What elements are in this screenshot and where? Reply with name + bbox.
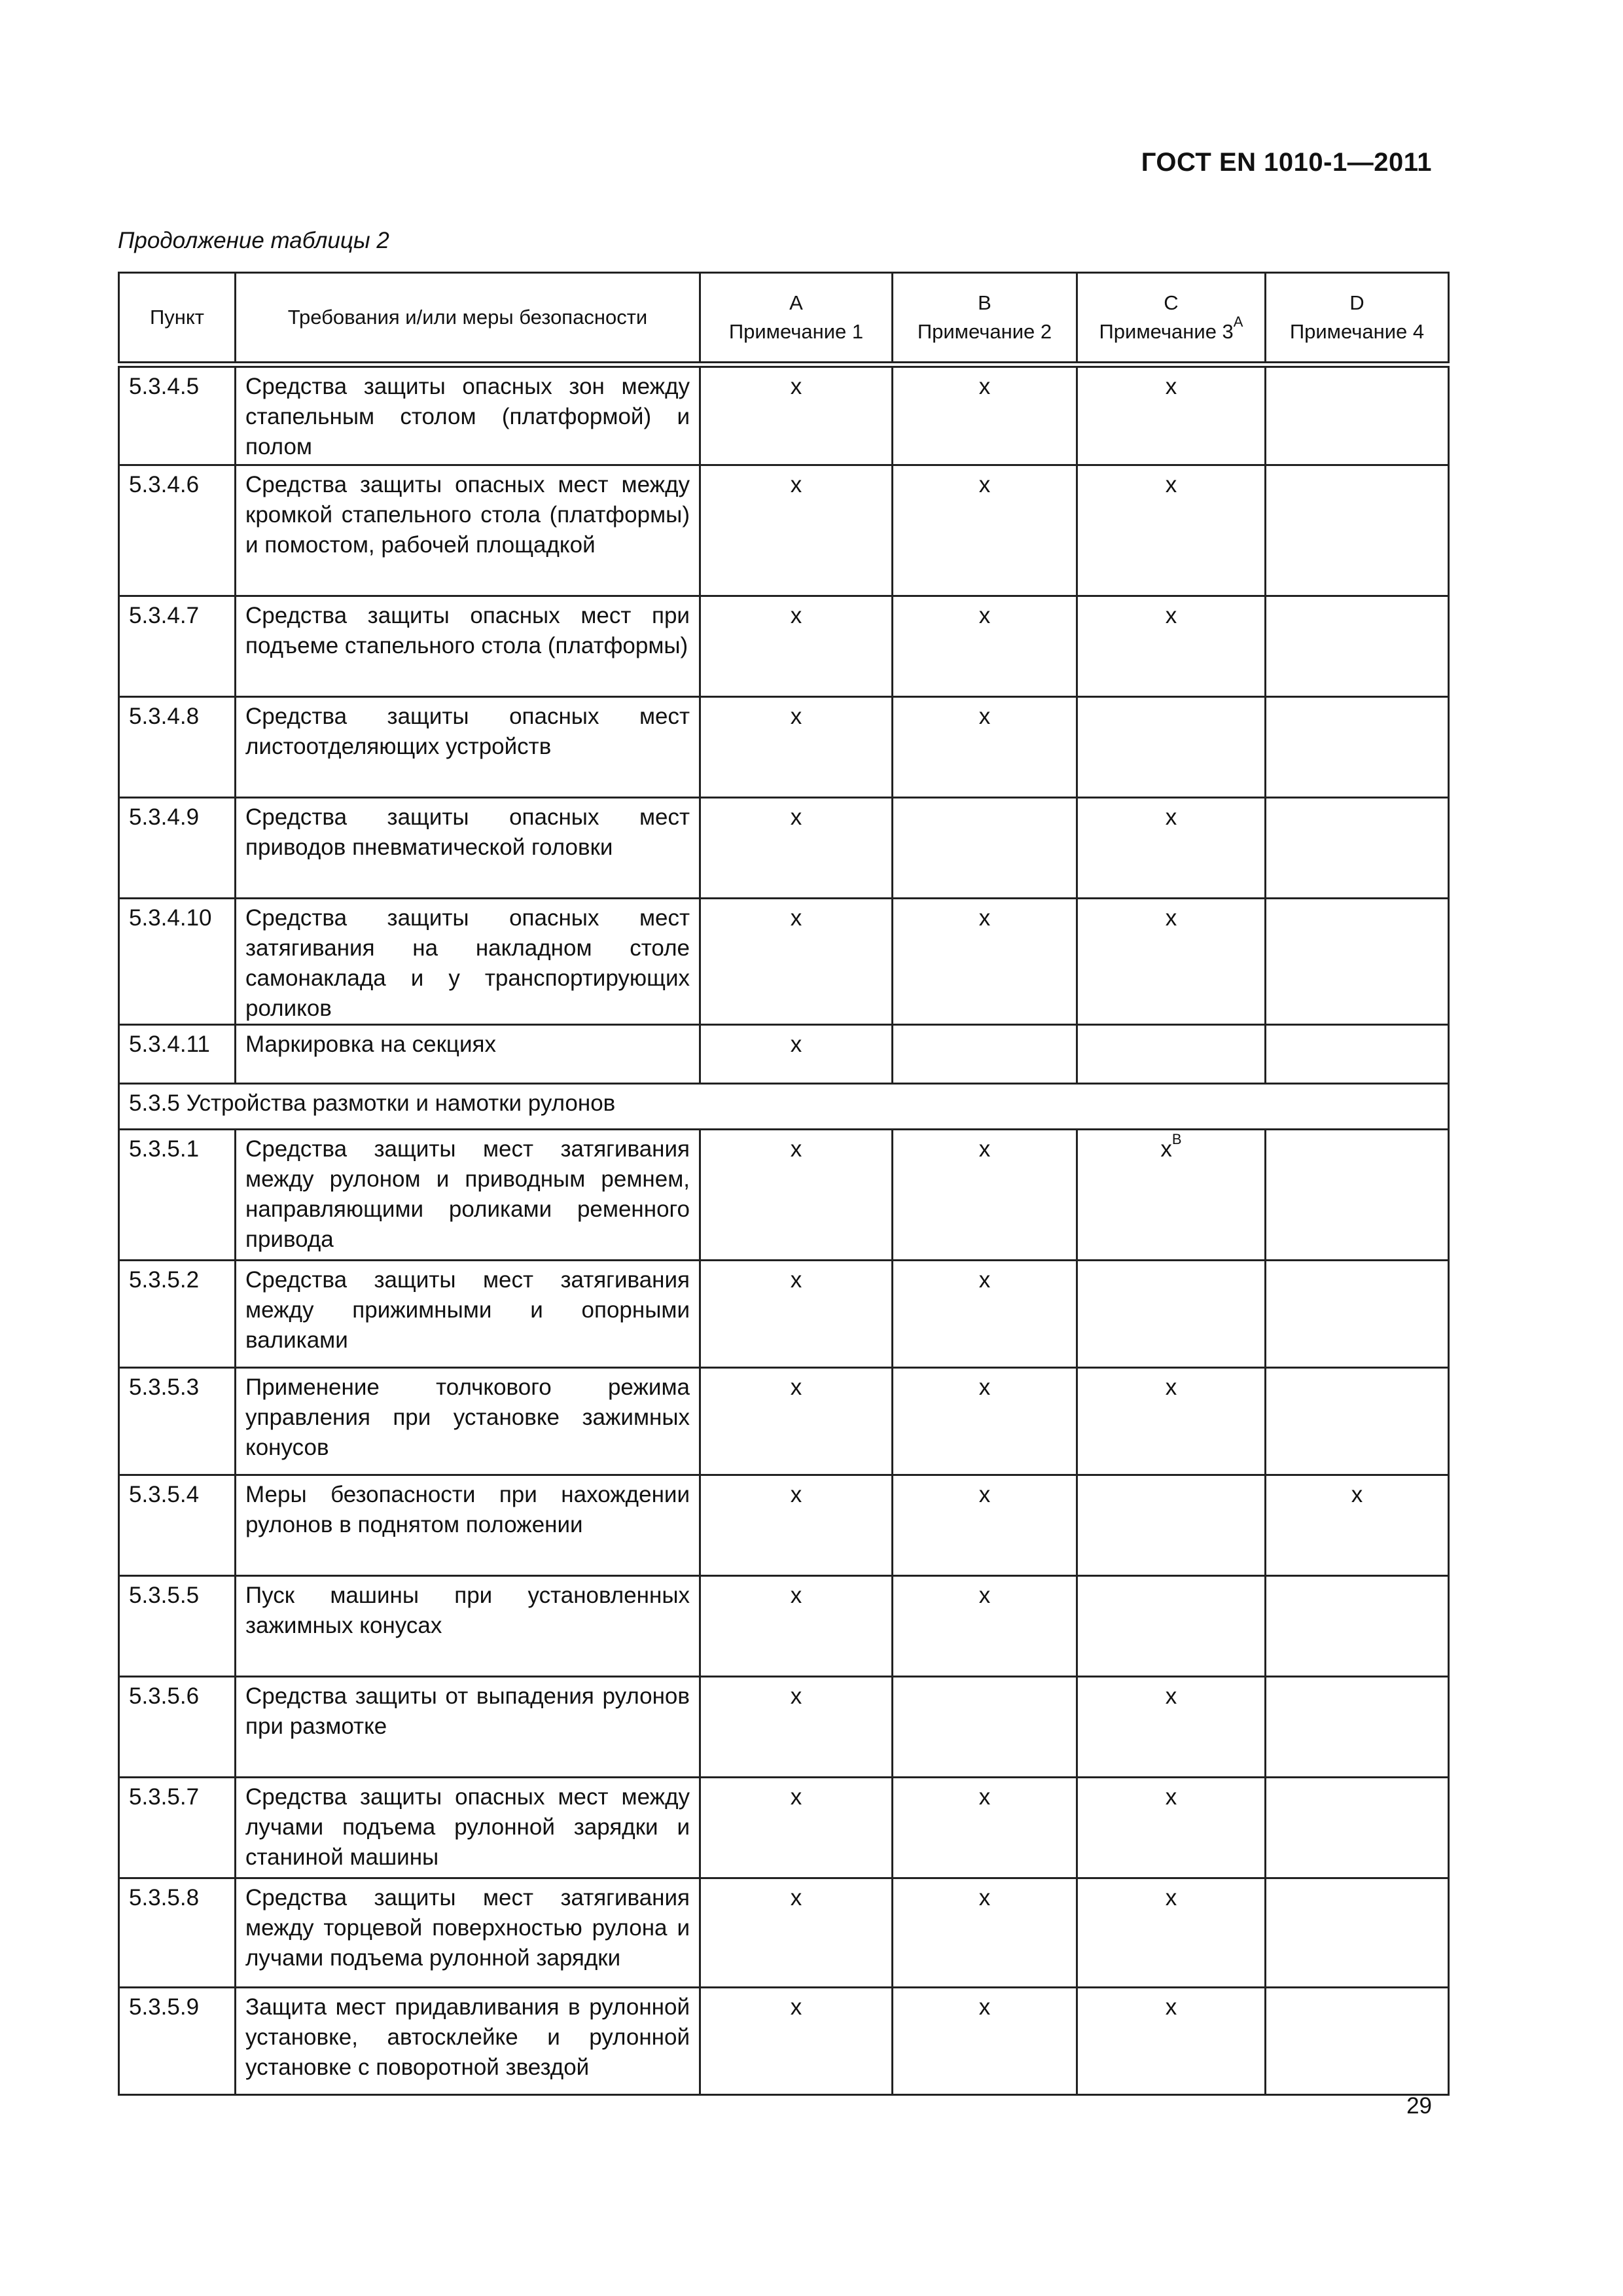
item-number: 5.3.5.8 bbox=[119, 1878, 236, 1988]
item-number: 5.3.4.8 bbox=[119, 697, 236, 798]
table-row bbox=[119, 1025, 1449, 1084]
item-number: 5.3.4.10 bbox=[119, 899, 236, 1025]
note-d-mark bbox=[1266, 1261, 1449, 1368]
item-number: 5.3.4.7 bbox=[119, 596, 236, 697]
note-d-mark bbox=[1266, 798, 1449, 899]
note-b-mark: x bbox=[893, 365, 1077, 465]
item-number: 5.3.5.9 bbox=[119, 1988, 236, 2095]
requirement-text: Пуск машины при установленных зажимных конусах bbox=[236, 1576, 700, 1677]
table-row bbox=[119, 899, 1449, 1025]
page-number: 29 bbox=[1406, 2093, 1432, 2119]
note-b-mark bbox=[893, 1025, 1077, 1084]
requirement-text: Средства защиты от выпадения рулонов при размотке bbox=[236, 1677, 700, 1778]
note-a-mark: x bbox=[700, 798, 893, 899]
note-b-mark: x bbox=[893, 1778, 1077, 1878]
table-caption: Продолжение таблицы 2 bbox=[118, 228, 389, 253]
item-number: 5.3.4.11 bbox=[119, 1025, 236, 1084]
table-row bbox=[119, 596, 1449, 697]
note-a-mark: x bbox=[700, 1261, 893, 1368]
note-b-mark: x bbox=[893, 899, 1077, 1025]
note-d-mark bbox=[1266, 899, 1449, 1025]
table-row bbox=[119, 465, 1449, 596]
note-c-mark: x bbox=[1077, 899, 1266, 1025]
note-b-mark: x bbox=[893, 1576, 1077, 1677]
note-d-mark bbox=[1266, 465, 1449, 596]
item-number: 5.3.4.6 bbox=[119, 465, 236, 596]
table-row bbox=[119, 365, 1449, 465]
note-a-mark: x bbox=[700, 1475, 893, 1576]
item-number: 5.3.5.2 bbox=[119, 1261, 236, 1368]
note-b-mark bbox=[893, 1677, 1077, 1778]
note-c-mark: x bbox=[1077, 798, 1266, 899]
section-title: 5.3.5 Устройства размотки и намотки рулонов bbox=[119, 1084, 1449, 1130]
note-d-mark bbox=[1266, 1368, 1449, 1475]
header-note-c-sup: A bbox=[1233, 314, 1243, 331]
requirement-text: Средства защиты опасных зон между стапельным столом (платформой) и полом bbox=[236, 365, 700, 465]
table-row bbox=[119, 1368, 1449, 1475]
requirement-text: Средства защиты опасных мест листоотделяющих устройств bbox=[236, 697, 700, 798]
note-d-mark bbox=[1266, 1130, 1449, 1261]
header-note-c: C Примечание $3^A$ bbox=[1077, 273, 1266, 365]
table-row bbox=[119, 1677, 1449, 1778]
table-row bbox=[119, 697, 1449, 798]
document-id: ГОСТ EN 1010-1—2011 bbox=[1141, 148, 1432, 177]
note-c-mark: x bbox=[1077, 1878, 1266, 1988]
item-number: 5.3.5.4 bbox=[119, 1475, 236, 1576]
requirements-table bbox=[118, 272, 1450, 2096]
note-c-mark: x bbox=[1077, 1677, 1266, 1778]
note-d-mark bbox=[1266, 1778, 1449, 1878]
header-item: Пункт bbox=[119, 273, 236, 365]
note-c-mark: x bbox=[1077, 1778, 1266, 1878]
requirement-text: Меры безопасности при нахождении рулонов в поднятом положении bbox=[236, 1475, 700, 1576]
table-row bbox=[119, 1576, 1449, 1677]
note-a-mark: x bbox=[700, 899, 893, 1025]
requirement-text: Средства защиты опасных мест приводов пневматической головки bbox=[236, 798, 700, 899]
table-row bbox=[119, 1778, 1449, 1878]
note-a-mark: x bbox=[700, 1778, 893, 1878]
item-number: 5.3.4.9 bbox=[119, 798, 236, 899]
note-c-mark: x bbox=[1077, 596, 1266, 697]
note-a-mark: x bbox=[700, 1988, 893, 2095]
requirement-text: Средства защиты опасных мест при подъеме стапельного стола (платформы) bbox=[236, 596, 700, 697]
note-d-mark bbox=[1266, 697, 1449, 798]
item-number: 5.3.5.7 bbox=[119, 1778, 236, 1878]
note-c-mark: x bbox=[1077, 365, 1266, 465]
note-d-mark bbox=[1266, 1677, 1449, 1778]
note-c-mark: x bbox=[1077, 1368, 1266, 1475]
note-c-mark bbox=[1077, 1025, 1266, 1084]
requirement-text: Средства защиты опасных мест между кромкой стапельного стола (платформы) и помостом, рабочей площадкой bbox=[236, 465, 700, 596]
note-a-mark: x bbox=[700, 1130, 893, 1261]
note-d-mark: x bbox=[1266, 1475, 1449, 1576]
note-d-mark bbox=[1266, 1878, 1449, 1988]
note-b-mark: x bbox=[893, 697, 1077, 798]
header-requirements: Требования и/или меры безопасности bbox=[236, 273, 700, 365]
note-b-mark: x bbox=[893, 465, 1077, 596]
note-b-mark: x bbox=[893, 596, 1077, 697]
note-a-mark: x bbox=[700, 596, 893, 697]
note-a-mark: x bbox=[700, 1576, 893, 1677]
note-c-mark bbox=[1077, 1261, 1266, 1368]
note-b-mark: x bbox=[893, 1130, 1077, 1261]
table-header-row bbox=[119, 273, 1449, 365]
note-c-mark: $x^B$ bbox=[1077, 1130, 1266, 1261]
note-b-mark: x bbox=[893, 1261, 1077, 1368]
note-b-mark: x bbox=[893, 1475, 1077, 1576]
table-row bbox=[119, 1988, 1449, 2095]
requirement-text: Средства защиты мест затягивания между рулоном и приводным ремнем, направляющими роликами ременного привода bbox=[236, 1130, 700, 1261]
header-note-d: D Примечание 4 bbox=[1266, 273, 1449, 365]
note-c-mark bbox=[1077, 1576, 1266, 1677]
note-b-mark: x bbox=[893, 1878, 1077, 1988]
requirement-text: Маркировка на секциях bbox=[236, 1025, 700, 1084]
note-a-mark: x bbox=[700, 1025, 893, 1084]
requirement-text: Средства защиты опасных мест затягивания на накладном столе самонаклада и у транспортирующих роликов bbox=[236, 899, 700, 1025]
note-a-mark: x bbox=[700, 1878, 893, 1988]
note-d-mark bbox=[1266, 1988, 1449, 2095]
note-d-mark bbox=[1266, 596, 1449, 697]
header-note-b: B Примечание 2 bbox=[893, 273, 1077, 365]
note-b-mark: x bbox=[893, 1988, 1077, 2095]
table-row bbox=[119, 1878, 1449, 1988]
requirement-text: Средства защиты мест затягивания между прижимными и опорными валиками bbox=[236, 1261, 700, 1368]
note-b-mark bbox=[893, 798, 1077, 899]
section-row bbox=[119, 1084, 1449, 1130]
note-d-mark bbox=[1266, 1576, 1449, 1677]
note-a-mark: x bbox=[700, 1677, 893, 1778]
table-body bbox=[119, 365, 1449, 2095]
note-c-mark: x bbox=[1077, 465, 1266, 596]
item-number: 5.3.5.1 bbox=[119, 1130, 236, 1261]
note-a-mark: x bbox=[700, 1368, 893, 1475]
header-note-a: A Примечание 1 bbox=[700, 273, 893, 365]
requirement-text: Защита мест придавливания в рулонной установке, автосклейке и рулонной установке с поворотной звездой bbox=[236, 1988, 700, 2095]
note-d-mark bbox=[1266, 1025, 1449, 1084]
table-row bbox=[119, 1261, 1449, 1368]
note-c-mark: x bbox=[1077, 1988, 1266, 2095]
note-a-mark: x bbox=[700, 697, 893, 798]
requirement-text: Средства защиты опасных мест между лучами подъема рулонной зарядки и станиной машины bbox=[236, 1778, 700, 1878]
note-a-mark: x bbox=[700, 365, 893, 465]
table-row bbox=[119, 798, 1449, 899]
note-b-mark: x bbox=[893, 1368, 1077, 1475]
note-c-superscript: B bbox=[1171, 1131, 1182, 1148]
requirement-text: Средства защиты мест затягивания между торцевой поверхностью рулона и лучами подъема рулонной зарядки bbox=[236, 1878, 700, 1988]
requirement-text: Применение толчкового режима управления при установке зажимных конусов bbox=[236, 1368, 700, 1475]
table-row bbox=[119, 1130, 1449, 1261]
item-number: 5.3.5.3 bbox=[119, 1368, 236, 1475]
note-d-mark bbox=[1266, 365, 1449, 465]
item-number: 5.3.5.5 bbox=[119, 1576, 236, 1677]
note-a-mark: x bbox=[700, 465, 893, 596]
note-c-mark bbox=[1077, 1475, 1266, 1576]
table-row bbox=[119, 1475, 1449, 1576]
note-c-mark bbox=[1077, 697, 1266, 798]
item-number: 5.3.5.6 bbox=[119, 1677, 236, 1778]
item-number: 5.3.4.5 bbox=[119, 365, 236, 465]
